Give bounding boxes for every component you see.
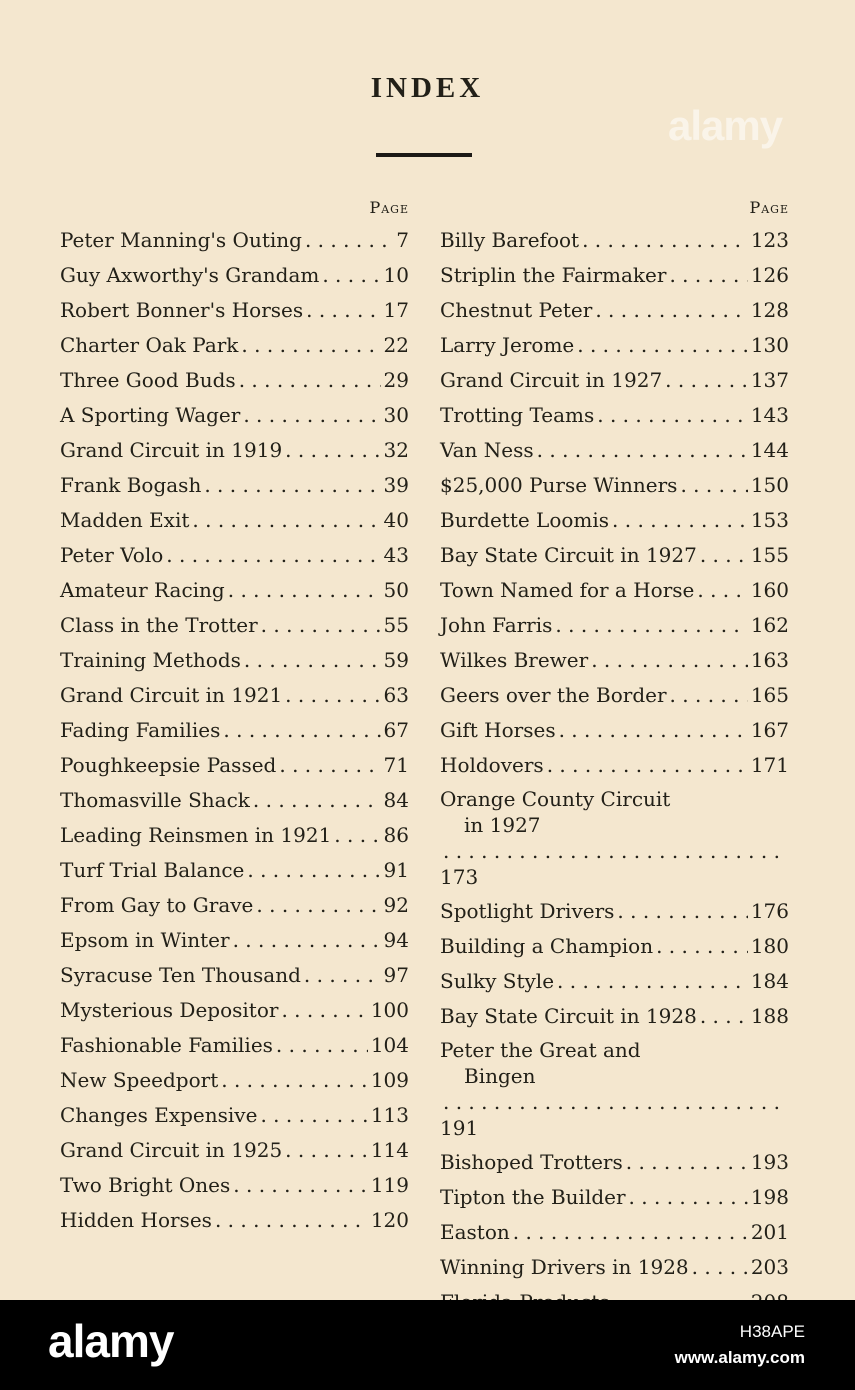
page-number: 165 <box>750 683 789 707</box>
dot-leader <box>281 993 367 1028</box>
stock-footer <box>0 1300 855 1390</box>
entry-title: Madden Exit <box>60 508 190 532</box>
index-entry <box>440 328 789 363</box>
dot-leader <box>547 748 748 783</box>
index-entry <box>60 468 409 503</box>
entry-title: Class in the Trotter <box>60 613 258 637</box>
page-number: 167 <box>750 718 789 742</box>
dot-leader <box>285 678 380 713</box>
page-number: 84 <box>383 788 409 812</box>
page-number: 100 <box>370 998 409 1022</box>
page-number: 126 <box>750 263 789 287</box>
index-list-left <box>60 223 409 1238</box>
page-number: 43 <box>383 543 409 567</box>
page-number: 50 <box>383 578 409 602</box>
index-entry <box>60 538 409 573</box>
dot-leader <box>334 818 380 853</box>
dot-leader <box>700 999 748 1034</box>
entry-title: Van Ness <box>440 438 534 462</box>
dot-leader <box>304 958 381 993</box>
entry-title: Grand Circuit in 1921 <box>60 683 283 707</box>
index-entry <box>60 748 409 783</box>
entry-title: Three Good Buds <box>60 368 236 392</box>
index-entry <box>60 1063 409 1098</box>
entry-title: Tipton the Builder <box>440 1185 626 1209</box>
entry-title: Trotting Teams <box>440 403 595 427</box>
entry-title: Bay State Circuit in 1927 <box>440 543 697 567</box>
index-entry <box>440 929 789 964</box>
dot-leader <box>322 258 380 293</box>
index-entry <box>60 923 409 958</box>
page-number: 67 <box>383 718 409 742</box>
index-list-right <box>440 223 789 1320</box>
entry-title: Bishoped Trotters <box>440 1150 623 1174</box>
entry-title: Frank Bogash <box>60 473 202 497</box>
entry-title: Spotlight Drivers <box>440 899 615 923</box>
index-entry <box>440 223 789 258</box>
dot-leader <box>626 1145 748 1180</box>
alamy-logo: alamy <box>48 1315 174 1367</box>
dot-leader <box>557 964 748 999</box>
index-entry <box>60 328 409 363</box>
page-number: 59 <box>383 648 409 672</box>
dot-leader <box>597 398 748 433</box>
page-number: 104 <box>370 1033 409 1057</box>
dot-leader <box>260 1098 367 1133</box>
page-number: 114 <box>370 1138 409 1162</box>
page-number: 39 <box>383 473 409 497</box>
index-entry <box>440 398 789 433</box>
entry-title: Burdette Loomis <box>440 508 610 532</box>
index-entry <box>60 503 409 538</box>
page-number: 113 <box>370 1103 409 1127</box>
dot-leader <box>243 398 380 433</box>
index-entry <box>440 1180 789 1215</box>
page-number: 17 <box>383 298 409 322</box>
index-entry <box>440 1250 789 1285</box>
dot-leader <box>305 223 393 258</box>
page-number: 191 <box>440 1116 479 1140</box>
column-header: Page <box>369 198 409 217</box>
dot-leader <box>700 538 748 573</box>
page-title: INDEX <box>370 72 485 104</box>
page-number: 201 <box>750 1220 789 1244</box>
index-entry <box>60 643 409 678</box>
dot-leader <box>582 223 748 258</box>
entry-title: Grand Circuit in 1919 <box>60 438 283 462</box>
dot-leader <box>247 853 380 888</box>
entry-title: Peter Volo <box>60 543 164 567</box>
page-number: 120 <box>370 1208 409 1232</box>
index-entry <box>60 573 409 608</box>
page-number: 180 <box>750 934 789 958</box>
dot-leader <box>285 1133 368 1168</box>
page-number: 30 <box>383 403 409 427</box>
entry-title: Easton <box>440 1220 510 1244</box>
dot-leader <box>233 1168 368 1203</box>
dot-leader <box>555 608 747 643</box>
left-column <box>60 198 409 1238</box>
dot-leader <box>612 503 748 538</box>
index-entry <box>60 888 409 923</box>
index-entry <box>60 1098 409 1133</box>
dot-leader <box>239 363 381 398</box>
page-number: 162 <box>750 613 789 637</box>
index-entry <box>60 853 409 888</box>
dot-leader <box>233 923 381 958</box>
dot-leader <box>629 1180 748 1215</box>
index-entry <box>440 538 789 573</box>
right-column <box>440 198 789 1320</box>
dot-leader <box>697 573 747 608</box>
index-entry <box>440 1034 789 1145</box>
index-entry <box>440 783 789 894</box>
entry-title: Peter the Great and <box>440 1038 641 1062</box>
dot-leader <box>591 643 748 678</box>
entry-title: Larry Jerome <box>440 333 575 357</box>
entry-title: Changes Expensive <box>60 1103 258 1127</box>
page-number: 29 <box>383 368 409 392</box>
entry-title: A Sporting Wager <box>60 403 241 427</box>
page-number: 55 <box>383 613 409 637</box>
dot-leader <box>670 678 748 713</box>
page-number: 7 <box>396 228 409 252</box>
page-number: 92 <box>383 893 409 917</box>
entry-title: Grand Circuit in 1927 <box>440 368 663 392</box>
entry-title: Chestnut Peter <box>440 298 593 322</box>
index-entry <box>60 433 409 468</box>
entry-title: John Farris <box>440 613 553 637</box>
page-number: 153 <box>750 508 789 532</box>
index-entry <box>440 293 789 328</box>
entry-title: Bay State Circuit in 1928 <box>440 1004 697 1028</box>
page-number: 160 <box>750 578 789 602</box>
dot-leader <box>443 838 786 864</box>
dot-leader <box>256 888 380 923</box>
index-entry <box>440 713 789 748</box>
entry-title: Sulky Style <box>440 969 555 993</box>
title-rule <box>376 153 472 157</box>
index-entry <box>440 678 789 713</box>
page-number: 171 <box>750 753 789 777</box>
entry-title-continued: in 1927 <box>464 813 541 837</box>
dot-leader <box>221 1063 368 1098</box>
dot-leader <box>285 433 380 468</box>
page-number: 10 <box>383 263 409 287</box>
entry-title: Gift Horses <box>440 718 556 742</box>
page-number: 184 <box>750 969 789 993</box>
dot-leader <box>577 328 748 363</box>
page-number: 137 <box>750 368 789 392</box>
page-number: 109 <box>370 1068 409 1092</box>
index-entry <box>440 964 789 999</box>
index-entry <box>440 363 789 398</box>
page-number: 173 <box>440 865 479 889</box>
dot-leader <box>692 1250 748 1285</box>
entry-title: Orange County Circuit <box>440 787 671 811</box>
page-number: 86 <box>383 823 409 847</box>
entry-title: Grand Circuit in 1925 <box>60 1138 283 1162</box>
index-entry <box>60 1168 409 1203</box>
page-number: 128 <box>750 298 789 322</box>
entry-title: Guy Axworthy's Grandam <box>60 263 320 287</box>
page-number: 91 <box>383 858 409 882</box>
entry-title: Striplin the Fairmaker <box>440 263 667 287</box>
page-number: 144 <box>750 438 789 462</box>
dot-leader <box>192 503 380 538</box>
dot-leader <box>204 468 380 503</box>
entry-title: Syracuse Ten Thousand <box>60 963 301 987</box>
entry-title: Robert Bonner's Horses <box>60 298 304 322</box>
dot-leader <box>276 1028 368 1063</box>
page-number: 143 <box>750 403 789 427</box>
page-number: 150 <box>750 473 789 497</box>
index-entry <box>60 993 409 1028</box>
dot-leader <box>443 1089 786 1115</box>
index-entry <box>440 1145 789 1180</box>
entry-title: Billy Barefoot <box>440 228 580 252</box>
entry-title: From Gay to Grave <box>60 893 254 917</box>
index-entry <box>60 783 409 818</box>
index-entry <box>440 573 789 608</box>
watermark: alamy <box>668 102 783 149</box>
dot-leader <box>595 293 748 328</box>
dot-leader <box>215 1203 368 1238</box>
page-number: 198 <box>750 1185 789 1209</box>
index-entry <box>60 958 409 993</box>
dot-leader <box>656 929 748 964</box>
entry-title: Training Methods <box>60 648 241 672</box>
index-entry <box>440 468 789 503</box>
entry-title: Thomasville Shack <box>60 788 250 812</box>
index-entry <box>440 643 789 678</box>
dot-leader <box>306 293 380 328</box>
entry-title: Fading Families <box>60 718 221 742</box>
entry-title: Town Named for a Horse <box>440 578 695 602</box>
entry-title: Wilkes Brewer <box>440 648 589 672</box>
entry-title: $25,000 Purse Winners <box>440 473 678 497</box>
index-entry <box>60 1203 409 1238</box>
index-entry <box>60 398 409 433</box>
entry-title: Winning Drivers in 1928 <box>440 1255 689 1279</box>
index-entry <box>440 608 789 643</box>
dot-leader <box>513 1215 748 1250</box>
entry-title: Leading Reinsmen in 1921 <box>60 823 332 847</box>
page-number: 176 <box>750 899 789 923</box>
dot-leader <box>228 573 381 608</box>
index-entry <box>440 748 789 783</box>
page-number: 32 <box>383 438 409 462</box>
entry-title: Charter Oak Park <box>60 333 239 357</box>
dot-leader <box>241 328 380 363</box>
index-entry <box>440 503 789 538</box>
page-number: 97 <box>383 963 409 987</box>
entry-title: Epsom in Winter <box>60 928 230 952</box>
page-number: 40 <box>383 508 409 532</box>
index-entry <box>440 999 789 1034</box>
dot-leader <box>665 363 748 398</box>
entry-title: Fashionable Families <box>60 1033 273 1057</box>
dot-leader <box>253 783 381 818</box>
index-entry <box>60 1028 409 1063</box>
page-number: 94 <box>383 928 409 952</box>
index-entry <box>60 678 409 713</box>
dot-leader <box>537 433 748 468</box>
dot-leader <box>261 608 381 643</box>
page-number: 71 <box>383 753 409 777</box>
dot-leader <box>244 643 381 678</box>
entry-title: Poughkeepsie Passed <box>60 753 277 777</box>
entry-title-continued: Bingen <box>464 1064 536 1088</box>
index-entry <box>60 608 409 643</box>
index-entry <box>440 258 789 293</box>
entry-title: Hidden Horses <box>60 1208 212 1232</box>
index-entry <box>60 223 409 258</box>
page-number: 193 <box>750 1150 789 1174</box>
dot-leader <box>166 538 380 573</box>
page-number: 203 <box>750 1255 789 1279</box>
index-entry <box>440 1215 789 1250</box>
entry-title: Geers over the Border <box>440 683 667 707</box>
page-number: 63 <box>383 683 409 707</box>
dot-leader <box>680 468 747 503</box>
dot-leader <box>279 748 380 783</box>
page-number: 123 <box>750 228 789 252</box>
page-number: 188 <box>750 1004 789 1028</box>
index-entry <box>60 293 409 328</box>
entry-title: Holdovers <box>440 753 544 777</box>
page-number: 119 <box>370 1173 409 1197</box>
index-entry <box>440 433 789 468</box>
footer-url: www.alamy.com <box>674 1348 805 1367</box>
page-number: 130 <box>750 333 789 357</box>
page-number: 163 <box>750 648 789 672</box>
entry-title: New Speedport <box>60 1068 219 1092</box>
entry-title: Mysterious Depositor <box>60 998 279 1022</box>
index-entry <box>440 894 789 929</box>
entry-title: Peter Manning's Outing <box>60 228 302 252</box>
entry-title: Building a Champion <box>440 934 654 958</box>
dot-leader <box>669 258 747 293</box>
index-entry <box>60 1133 409 1168</box>
dot-leader <box>559 713 748 748</box>
dot-leader <box>223 713 380 748</box>
index-entry <box>60 713 409 748</box>
image-code: H38APE <box>739 1322 805 1341</box>
entry-title: Turf Trial Balance <box>60 858 245 882</box>
index-entry <box>60 363 409 398</box>
index-entry <box>60 258 409 293</box>
entry-title: Two Bright Ones <box>60 1173 231 1197</box>
entry-title: Amateur Racing <box>60 578 225 602</box>
index-entry <box>60 818 409 853</box>
column-header: Page <box>749 198 789 217</box>
page-number: 22 <box>383 333 409 357</box>
page-number: 155 <box>750 543 789 567</box>
dot-leader <box>617 894 747 929</box>
